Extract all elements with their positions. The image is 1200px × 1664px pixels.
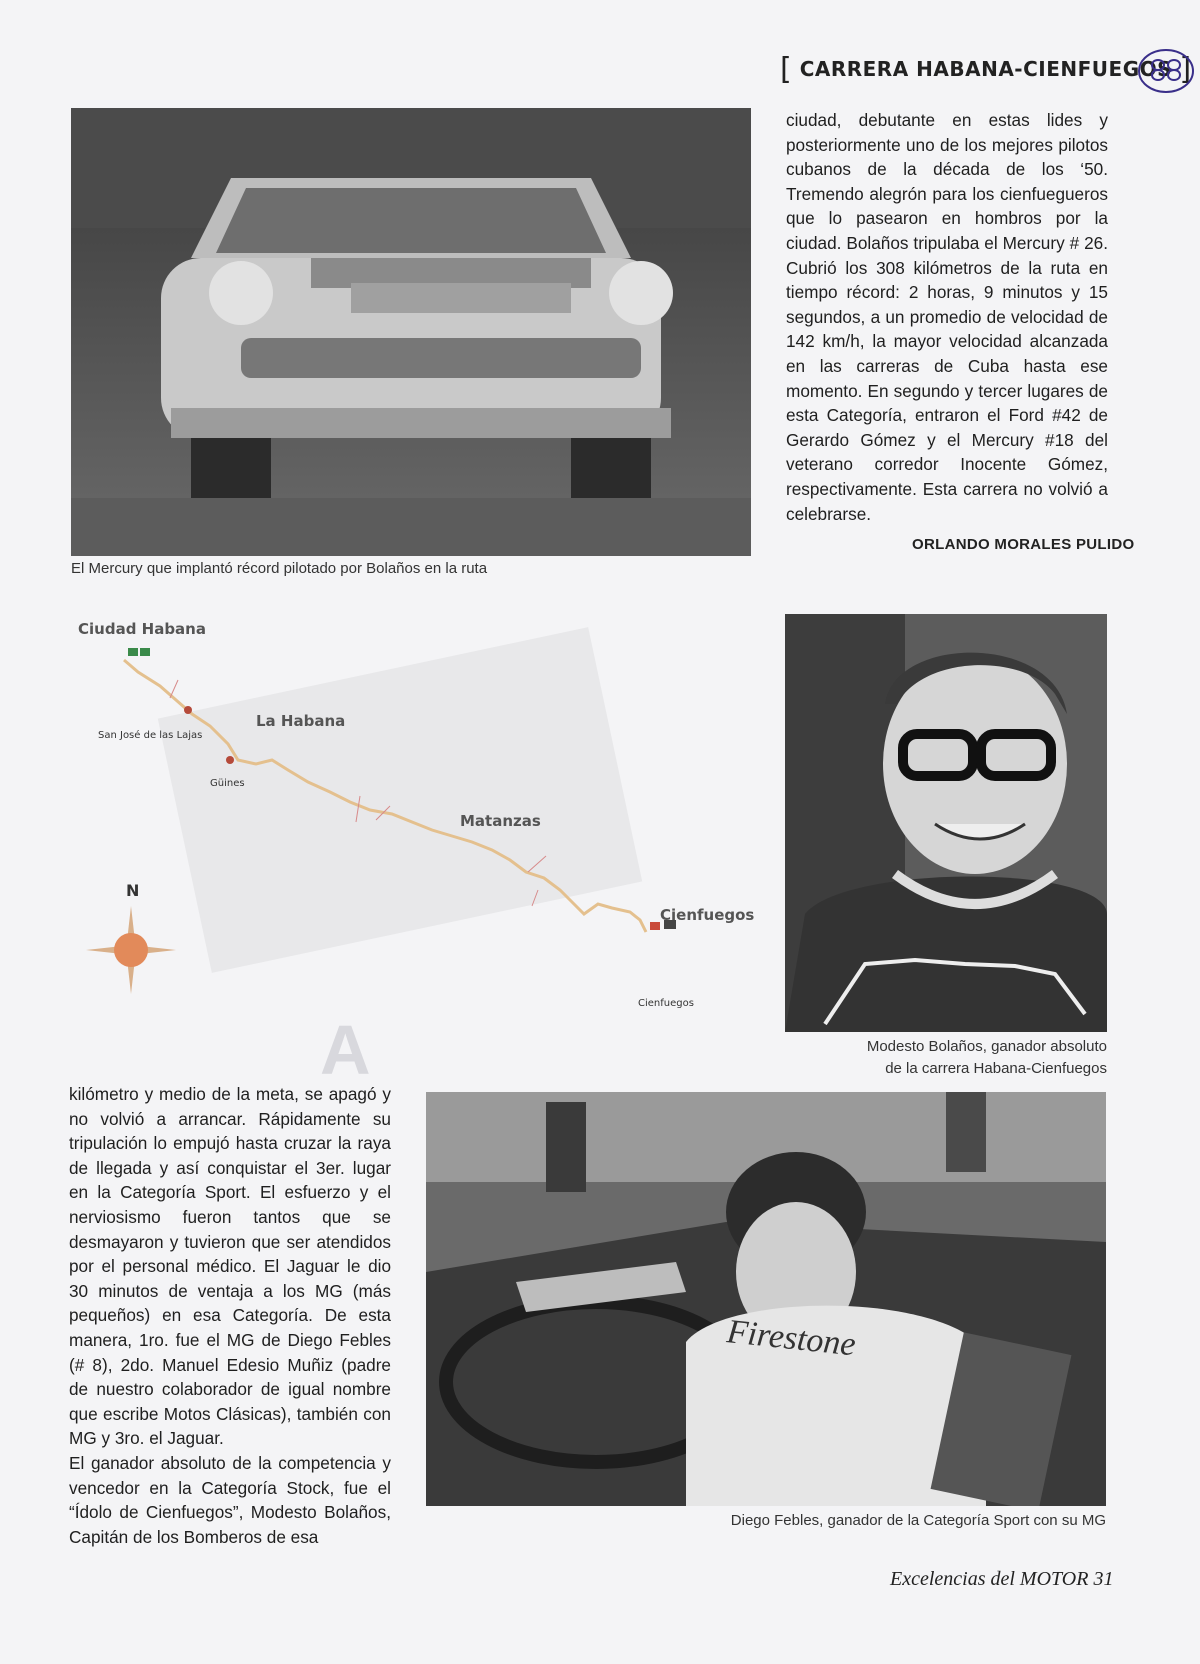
bolanos-portrait-photo	[785, 614, 1107, 1032]
handwritten-page-mark	[1136, 46, 1196, 96]
section-title: CARRERA HABANA-CIENFUEGOS	[799, 57, 1173, 81]
article-paragraph: El ganador absoluto de la competencia y vencedor en la Categoría Stock, fue el “Ídolo de Cienfuegos”, Modesto Bolaños, Capitán de los Bomberos de esa	[69, 1452, 391, 1547]
febles-mg-photo	[426, 1092, 1106, 1506]
map-label-ciudad-habana: Ciudad Habana	[78, 620, 206, 638]
section-header	[780, 52, 1192, 87]
article-paragraph: ciudad, debutante en estas lides y posteriormente uno de los mejores pilotos cubanos de la década de los ‘50. Tremendo alegrón para los cienfuegueros que lo pasearon en hombros por la ciudad. Bolaños tripulaba el Mercury # 26. Cubrió los 308 kilómetros de la ruta en tiempo récord: 2 horas, 9 minutos y 15 segundos, a un promedio de velocidad de 142 km/h, la mayor velocidad alcanzada en las carreras de Cuba hasta ese momento. En segundo y tercer lugares de esta Categoría, entraron el Ford #42 de Gerardo Gómez y el Mercury #18 del veterano corredor Inocente Gómez, respectivamente. Esta carrera no volvió a celebrarse.	[786, 110, 1108, 524]
map-label-cienfuegos-region: Cienfuegos	[660, 906, 755, 924]
article-paragraph: kilómetro y medio de la meta, se apagó y no volvió a arrancar. Rápidamente su tripulación lo empujó hasta cruzar la raya de llegada y así conquistar el 3er. lugar en la Categoría Sport. El esfuerzo y el nerviosismo fueron tantos que se desmayaron y tuvieron que ser atendidos por el personal médico. El Jaguar le dio 30 minutos de ventaja a los MG (más pequeños) en esa Categoría. De esta manera, 1ro. fue el MG de Diego Febles (# 8), 2do. Manuel Edesio Muñiz (padre de nuestro colaborador de igual nombre que escribe Motos Clásicas), también con MG y 3ro. el Jaguar.	[69, 1084, 391, 1449]
bolanos-photo-caption	[785, 1036, 1107, 1080]
town-marker	[184, 706, 192, 714]
article-right-column	[786, 108, 1108, 526]
mercury-car-photo	[71, 108, 751, 556]
article-left-column	[69, 1082, 391, 1549]
route-map	[60, 610, 760, 1030]
mercury-photo-caption: El Mercury que implantó récord pilotado por Bolaños en la ruta	[71, 560, 488, 577]
compass-north-label: N	[126, 881, 140, 900]
checkered-flag-watermark	[158, 627, 642, 973]
town-marker	[226, 756, 234, 764]
firestone-shirt-logo: Firestone	[725, 1313, 858, 1364]
map-label-matanzas: Matanzas	[460, 812, 541, 830]
bracket-open: [	[780, 52, 793, 87]
febles-photo-caption: Diego Febles, ganador de la Categoría Sport con su MG	[730, 1512, 1106, 1529]
bolanos-caption-line1: Modesto Bolaños, ganador absoluto	[866, 1038, 1107, 1055]
bracket-close: ]	[1179, 52, 1192, 87]
map-town-cienfuegos: Cienfuegos	[638, 998, 694, 1009]
author-byline: ORLANDO MORALES PULIDO	[912, 536, 1135, 553]
compass-rose-icon	[86, 906, 176, 994]
faint-drop-cap: A	[320, 1011, 371, 1089]
start-flag-icon	[128, 648, 150, 656]
map-town-san-jose: San José de las Lajas	[98, 730, 203, 741]
magazine-footer: Excelencias del MOTOR 31	[890, 1568, 1114, 1590]
map-label-la-habana: La Habana	[256, 712, 346, 730]
map-town-guines: Güines	[210, 778, 245, 789]
bolanos-caption-line2: de la carrera Habana-Cienfuegos	[885, 1060, 1107, 1077]
